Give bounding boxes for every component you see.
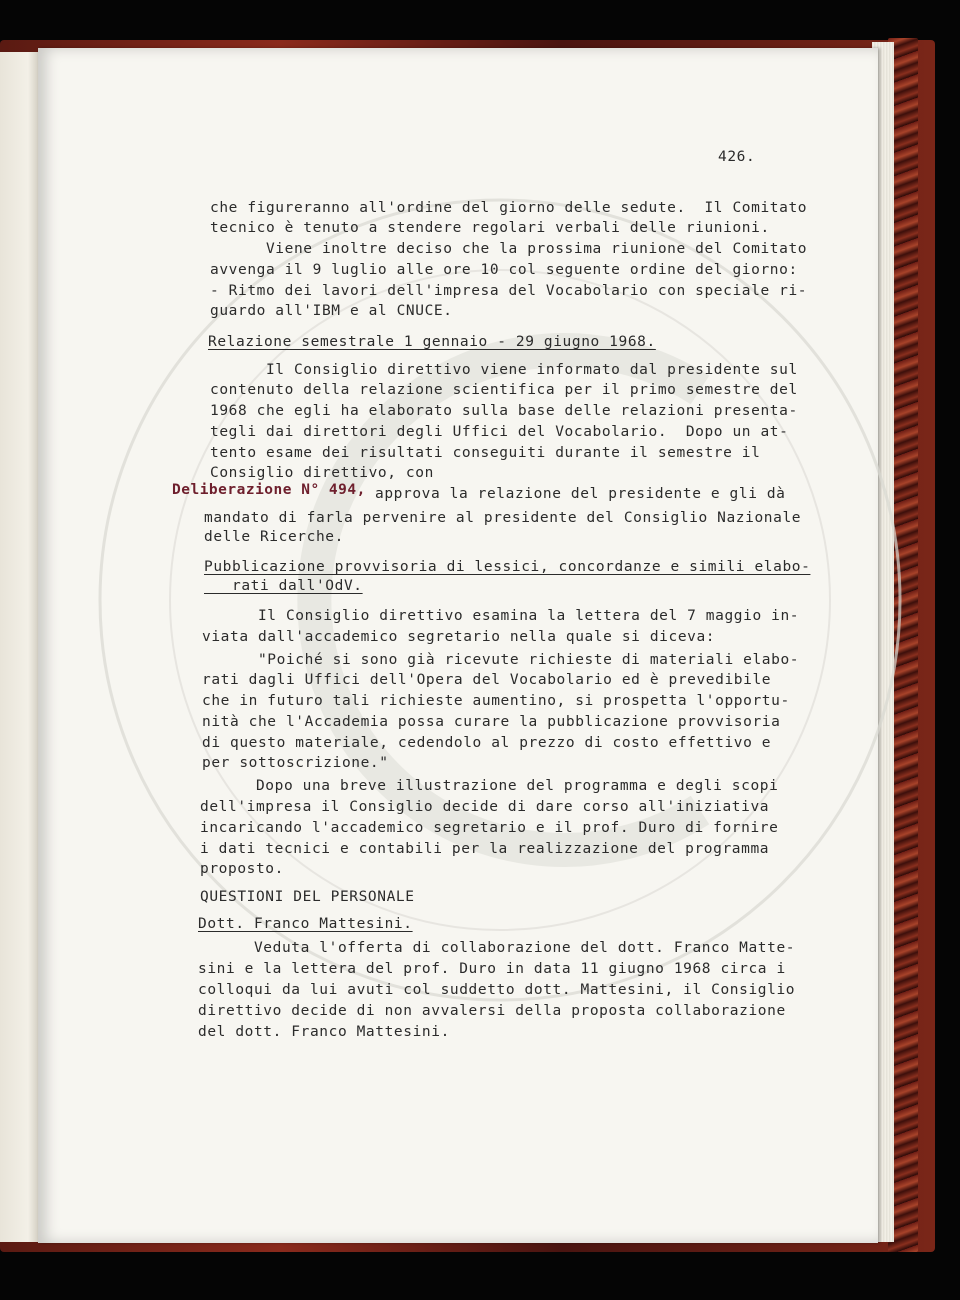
- text-line: Consiglio direttivo, con: [210, 465, 434, 481]
- text-line: del dott. Franco Mattesini.: [198, 1024, 450, 1040]
- section-subheading-mattesini: Dott. Franco Mattesini.: [198, 916, 413, 932]
- text-line: viata dall'accademico segretario nella quale si diceva:: [202, 629, 716, 645]
- text-line: sini e la lettera del prof. Duro in data 11 giugno 1968 circa i: [198, 961, 786, 977]
- text-line: nità che l'Accademia possa curare la pubblicazione provvisoria: [202, 714, 781, 730]
- text-line: Il Consiglio direttivo viene informato dal presidente sul: [210, 362, 798, 378]
- text-line: tegli dai direttori degli Uffici del Vocabolario. Dopo un at-: [210, 424, 789, 440]
- text-line: guardo all'IBM e al CNUCE.: [210, 303, 453, 319]
- section-heading-relazione: Relazione semestrale 1 gennaio - 29 giugno 1968.: [208, 334, 656, 350]
- text-line: Dopo una breve illustrazione del programma e degli scopi: [200, 778, 779, 794]
- text-line: dell'impresa il Consiglio decide di dare corso all'iniziativa: [200, 799, 770, 815]
- text-line: direttivo decide di non avvalersi della proposta collaborazione: [198, 1003, 786, 1019]
- text-line: colloqui da lui avuti col suddetto dott. Mattesini, il Consiglio: [198, 982, 796, 998]
- text-line: Viene inoltre deciso che la prossima riunione del Comitato: [210, 241, 808, 257]
- text-line: - Ritmo dei lavori dell'impresa del Vocabolario con speciale ri-: [210, 283, 808, 299]
- text-line: rati dagli Uffici dell'Opera del Vocabolario ed è prevedibile: [202, 672, 772, 688]
- text-line: Veduta l'offerta di collaborazione del dott. Franco Matte-: [198, 940, 796, 956]
- page-number: 426.: [718, 149, 756, 165]
- text-line: Il Consiglio direttivo esamina la lettera del 7 maggio in-: [202, 608, 800, 624]
- text-line: approva la relazione del presidente e gli dà: [375, 486, 786, 502]
- text-line: proposto.: [200, 861, 284, 877]
- section-title-personale: QUESTIONI DEL PERSONALE: [200, 889, 415, 905]
- text-line: che figureranno all'ordine del giorno delle sedute. Il Comitato: [210, 200, 808, 216]
- text-line: contenuto della relazione scientifica per il primo semestre del: [210, 382, 798, 398]
- deliberation-margin-note: Deliberazione N° 494,: [172, 482, 366, 498]
- text-line: i dati tecnici e contabili per la realizzazione del programma: [200, 841, 770, 857]
- heading-line: rati dall'OdV.: [204, 578, 363, 594]
- text-line: tecnico è tenuto a stendere regolari verbali delle riunioni.: [210, 220, 770, 236]
- text-line: di questo materiale, cedendolo al prezzo di costo effettivo e: [202, 735, 772, 751]
- heading-line: Pubblicazione provvisoria di lessici, concordanze e simili elabo-: [204, 559, 811, 575]
- left-page-edge: [0, 52, 40, 1242]
- text-line: che in futuro tali richieste aumentino, si prospetta l'opportu-: [202, 693, 790, 709]
- text-line: 1968 che egli ha elaborato sulla base delle relazioni presenta-: [210, 403, 798, 419]
- text-line: avvenga il 9 luglio alle ore 10 col seguente ordine del giorno:: [210, 262, 798, 278]
- text-line: "Poiché si sono già ricevute richieste di materiali elabo-: [202, 652, 800, 668]
- text-line: tento esame dei risultati conseguiti durante il semestre il: [210, 445, 761, 461]
- text-line: delle Ricerche.: [204, 529, 344, 545]
- text-line: mandato di farla pervenire al presidente del Consiglio Nazionale: [204, 510, 802, 526]
- text-line: per sottoscrizione.": [202, 755, 389, 771]
- text-line: incaricando l'accademico segretario e il prof. Duro di fornire: [200, 820, 779, 836]
